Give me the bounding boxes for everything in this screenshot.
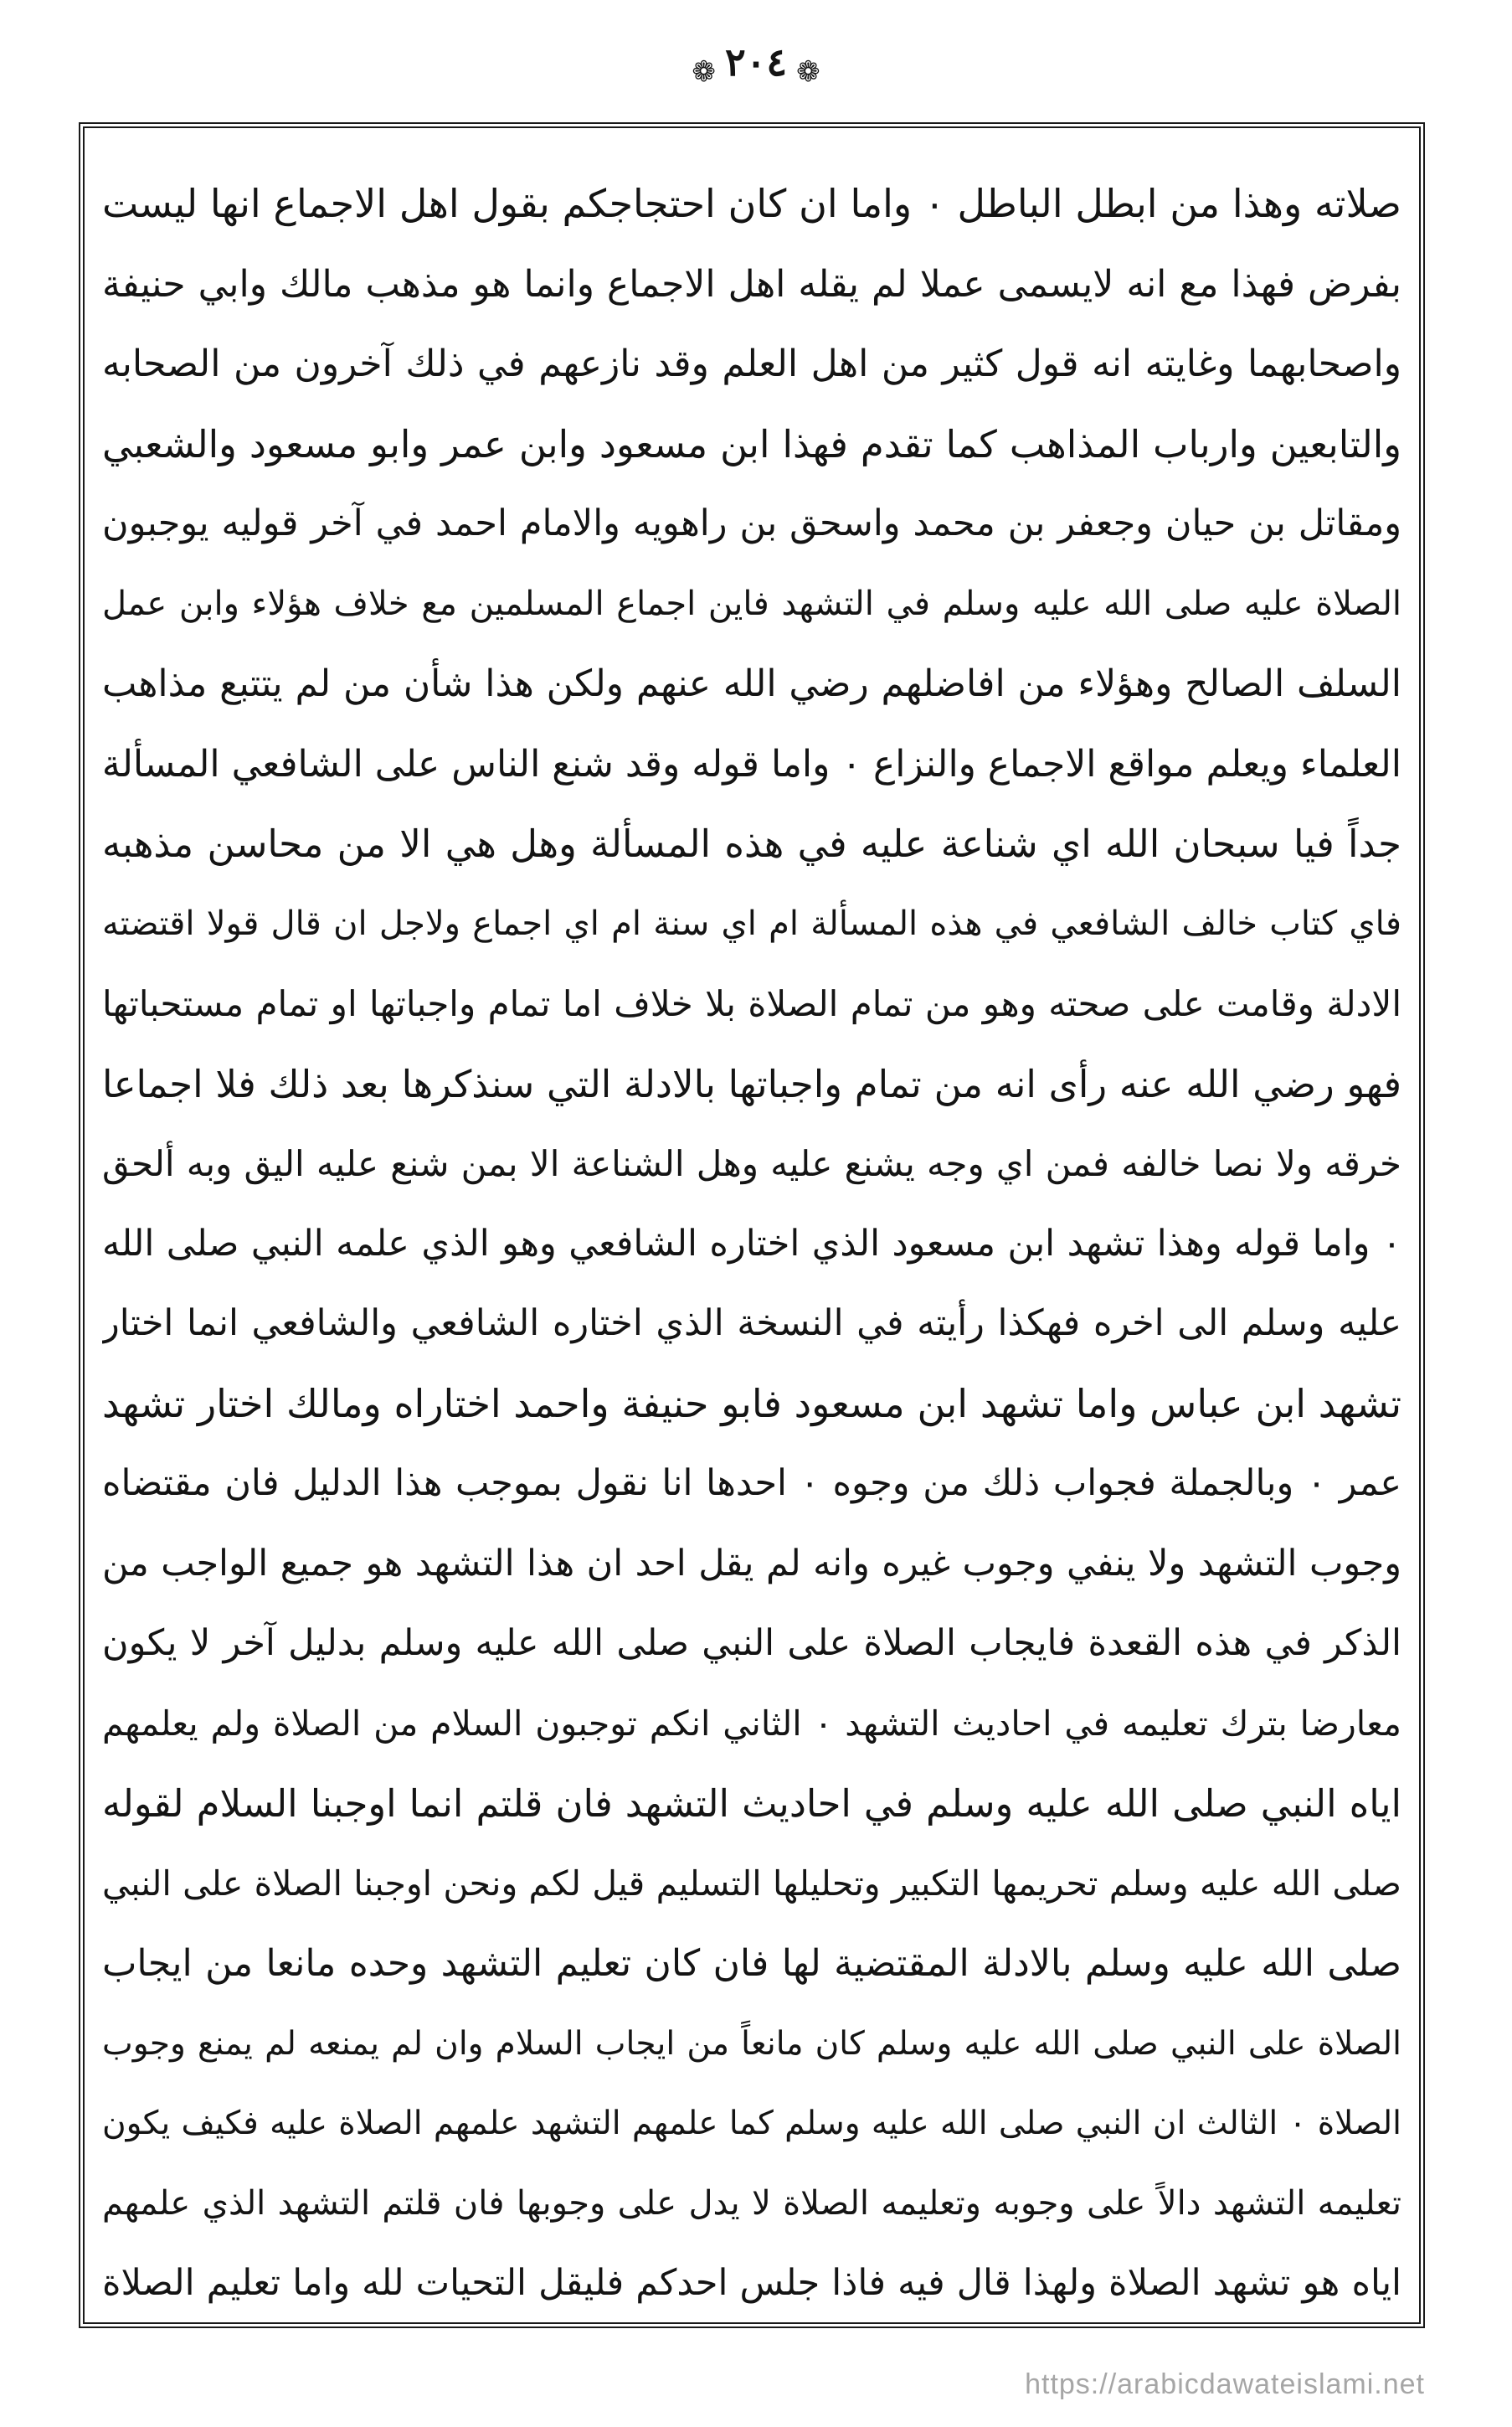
text-line: السلف الصالح وهؤلاء من افاضلهم رضي الله عنهم ولكن هذا شأن من لم يتتبع مذاهب — [102, 662, 1401, 705]
text-line: الذكر في هذه القعدة فايجاب الصلاة على النبي صلى الله عليه وسلم بدليل آخر لا يكون — [102, 1622, 1401, 1664]
text-line: العلماء ويعلم مواقع الاجماع والنزاع ۰ واما قوله وقد شنع الناس على الشافعي المسألة — [102, 742, 1401, 786]
text-line: اياه النبي صلى الله عليه وسلم في احاديث التشهد فان قلتم انما اوجبنا السلام لقوله — [102, 1781, 1401, 1826]
text-line: تعليمه التشهد دالاً على وجوبه وتعليمه الصلاة لا يدل على وجوبها فان قلتم التشهد الذي علمهم — [102, 2183, 1401, 2223]
text-line: بفرض فهذا مع انه لايسمى عملا لم يقله اهل الاجماع وانما هو مذهب مالك وابي حنيفة — [102, 262, 1401, 306]
page-number: ٢٠٤ — [724, 39, 788, 85]
page-header — [0, 28, 1512, 95]
right-ornament-icon: ❁ — [796, 54, 820, 89]
text-line: معارضا بترك تعليمه في احاديث التشهد ۰ الثاني انكم توجبون السلام من الصلاة ولم يعلمهم — [102, 1703, 1401, 1744]
text-line: صلى الله عليه وسلم بالادلة المقتضية لها فان كان تعليم التشهد وحده مانعا من ايجاب — [102, 1942, 1401, 1985]
text-line: اياه هو تشهد الصلاة ولهذا قال فيه فاذا جلس احدكم فليقل التحيات لله واما تعليم الصلاة — [102, 2262, 1401, 2304]
text-line: الصلاة على النبي صلى الله عليه وسلم كان مانعاً من ايجاب السلام وان لم يمنعه لم يمنع وجوب — [102, 2024, 1401, 2063]
text-line: ۰ واما قوله وهذا تشهد ابن مسعود الذي اختاره الشافعي وهو الذي علمه النبي صلى الله — [102, 1222, 1401, 1265]
text-line: عليه وسلم الى اخره فهكذا رأيته في النسخة الذي اختاره الشافعي والشافعي انما اختار — [102, 1302, 1401, 1344]
left-ornament-icon: ❁ — [692, 54, 716, 89]
text-line: فهو رضي الله عنه رأى انه من تمام واجباتها بالادلة التي سنذكرها بعد ذلك فلا اجماعا — [102, 1061, 1401, 1106]
text-line: صلى الله عليه وسلم تحريمها التكبير وتحليلها التسليم قيل لكم ونحن اوجبنا الصلاة على النبي — [102, 1863, 1401, 1904]
text-line: تشهد ابن عباس واما تشهد ابن مسعود فابو حنيفة واحمد اختاراه ومالك اختار تشهد — [102, 1380, 1401, 1426]
text-line: وجوب التشهد ولا ينفي وجوب غيره وانه لم يقل احد ان هذا التشهد هو جميع الواجب من — [102, 1542, 1401, 1585]
text-line: ومقاتل بن حيان وجعفر بن محمد واسحق بن راهويه والامام احمد في آخر قوليه يوجبون — [102, 502, 1401, 544]
text-line: واصحابهما وغايته انه قول كثير من اهل العلم وقد نازعهم في ذلك آخرون من الصحابه — [102, 343, 1401, 385]
body-text — [102, 164, 1401, 2324]
text-line: جداً فيا سبحان الله اي شناعة عليه في هذه المسألة وهل هي الا من محاسن مذهبه — [102, 822, 1401, 866]
text-line: خرقه ولا نصا خالفه فمن اي وجه يشنع عليه وهل الشناعة الا بمن شنع عليه اليق وبه ألحق — [102, 1143, 1401, 1184]
text-line: صلاته وهذا من ابطل الباطل ۰ واما ان كان احتجاجكم بقول اهل الاجماع انها ليست — [102, 181, 1401, 226]
text-line: الادلة وقامت على صحته وهو من تمام الصلاة بلا خلاف اما تمام واجباتها او تمام مستحباتها — [102, 983, 1401, 1024]
text-line: فاي كتاب خالف الشافعي في هذه المسألة ام اي سنة ام اي اجماع ولاجل ان قال قولا اقتضته — [102, 904, 1401, 943]
text-line: الصلاة عليه صلى الله عليه وسلم في التشهد فاين اجماع المسلمين مع خلاف هؤلاء وابن عمل — [102, 584, 1401, 623]
source-watermark: https://arabicdawateislami.net — [1025, 2368, 1425, 2400]
text-line: والتابعين وارباب المذاهب كما تقدم فهذا ابن مسعود وابن عمر وابو مسعود والشعبي — [102, 421, 1401, 466]
text-line: الصلاة ۰ الثالث ان النبي صلى الله عليه وسلم كما علمهم التشهد علمهم الصلاة عليه فكيف يكون — [102, 2105, 1401, 2142]
text-line: عمر ۰ وبالجملة فجواب ذلك من وجوه ۰ احدها انا نقول بموجب هذا الدليل فان مقتضاه — [102, 1462, 1401, 1504]
